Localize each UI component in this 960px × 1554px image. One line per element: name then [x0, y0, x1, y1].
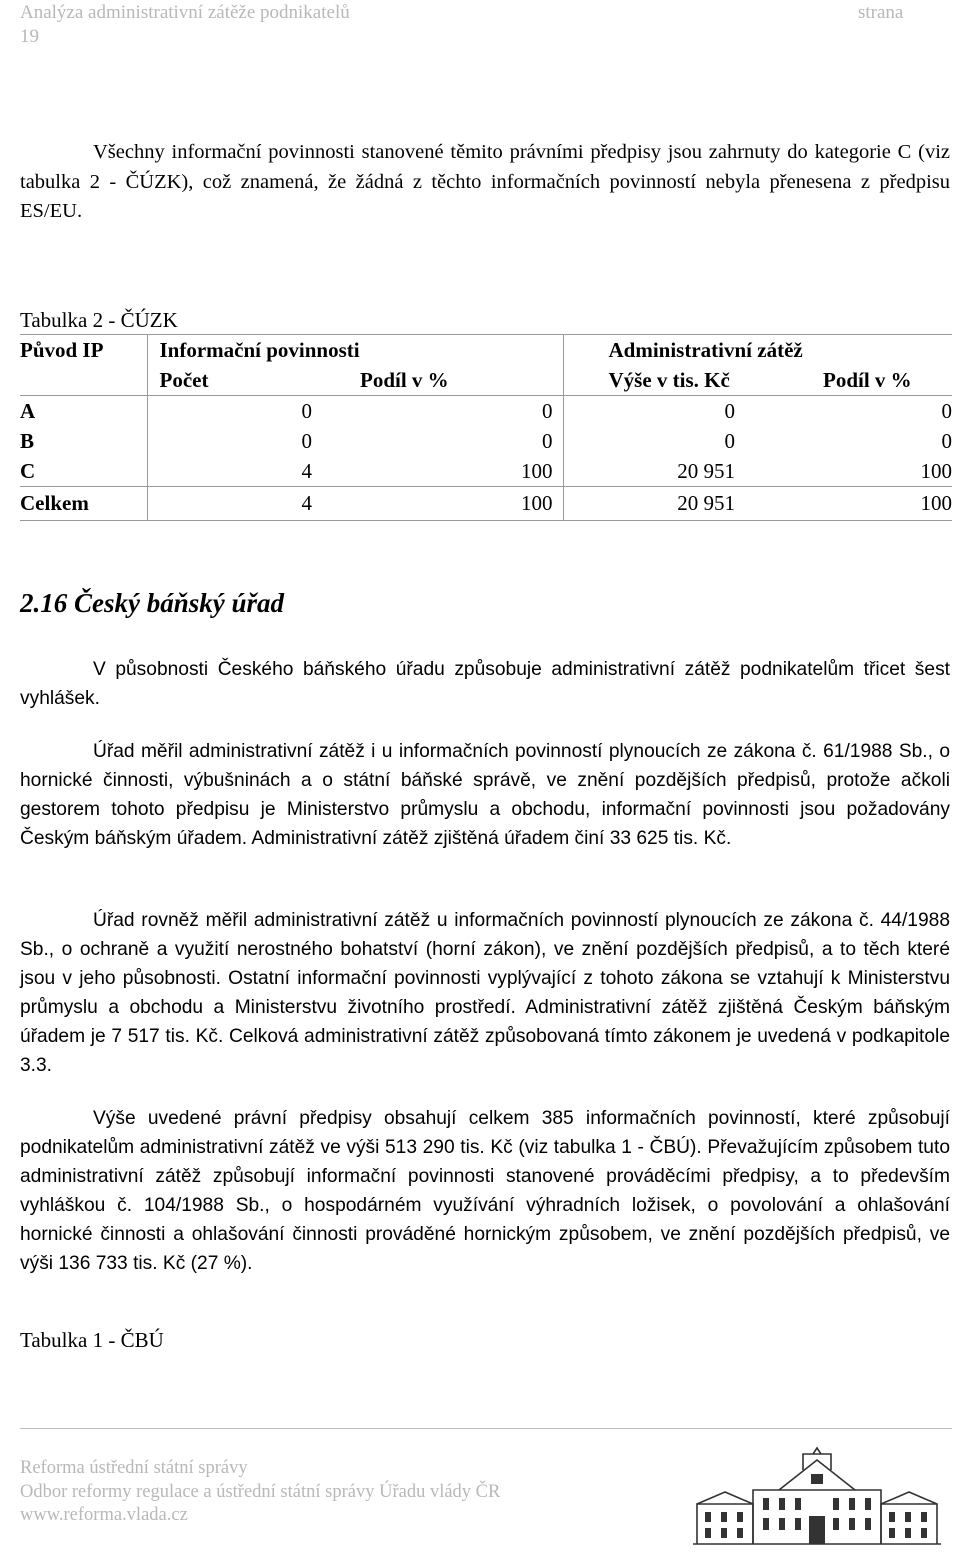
table-row: A 0 0 0 0 — [20, 396, 952, 427]
cuzk-table — [20, 334, 952, 521]
intro-paragraph: Všechny informační povinnosti stanovené těmito právními předpisy jsou zahrnuty do kategorie C (viz tabulka 2 - ČÚZK), což znamená, že žádná z těchto informačních povinností nebyla přenesena z předpisu ES/EU. — [20, 141, 950, 222]
table2-caption: Tabulka 1 - ČBÚ — [20, 1328, 164, 1352]
table-total-row: Celkem 4 100 20 951 100 — [20, 487, 952, 521]
sub-count: Počet — [147, 365, 322, 396]
sub-share2: Podíl v % — [823, 367, 912, 392]
footer-line-1: Reforma ústřední státní správy — [20, 1458, 248, 1478]
footer-divider — [20, 1428, 952, 1429]
table-row: B 0 0 0 0 — [20, 426, 952, 456]
government-building-logo-icon — [683, 1446, 951, 1550]
sub-amount: Výše v tis. Kč — [563, 365, 743, 396]
group-info: Informační povinnosti — [147, 335, 563, 366]
table-caption: Tabulka 2 - ČÚZK — [20, 308, 178, 332]
paragraph-4: Výše uvedené právní předpisy obsahují celkem 385 informačních povinností, které způsobují podnikatelům administrativní zátěž ve výši 513 290 tis. Kč (viz tabulka 1 - ČBÚ). Převažujícím způsobem tuto administrativní zátěž způsobují informační povinnosti stanovené prováděcími předpisy, a to především vyhláškou č. 104/1988 Sb., o hospodárném využívání výhradních ložisek, o povolování a ohlašování hornické činnosti a ohlašování činnosti prováděné hornickým způsobem, ve znění pozdějších předpisů, ve výši 136 733 tis. Kč (27 %). — [20, 1108, 950, 1274]
footer-line-3: www.reforma.vlada.cz — [20, 1505, 188, 1525]
header-page-label: strana — [858, 2, 904, 23]
sub-share1: Podíl v % — [360, 367, 449, 392]
footer-line-2: Odbor reformy regulace a ústřední státní správy Úřadu vlády ČR — [20, 1482, 501, 1502]
header-title: Analýza administrativní zátěže podnikatelů — [20, 2, 350, 23]
header-page-number: 19 — [20, 26, 39, 47]
group-admin: Administrativní zátěž — [563, 335, 952, 366]
paragraph-1: V působnosti Českého báňského úřadu způsobuje administrativní zátěž podnikatelům třicet šest vyhlášek. — [20, 659, 950, 709]
paragraph-2: Úřad měřil administrativní zátěž i u informačních povinností plynoucích ze zákona č. 61/1988 Sb., o hornické činnosti, výbušninách a o státní báňské správě, ve znění pozdějších předpisů, protože ačkoli gestorem tohoto předpisu je Ministerstvo průmyslu a obchodu, informační povinnosti jsou požadovány Českým báňským úřadem. Administrativní zátěž zjištěná úřadem činí 33 625 tis. Kč. — [20, 741, 950, 849]
table-row: C 4 100 20 951 100 — [20, 456, 952, 487]
section-heading: 2.16 Český báňský úřad — [20, 588, 285, 618]
paragraph-3: Úřad rovněž měřil administrativní zátěž u informačních povinností plynoucích ze zákona č. 44/1988 Sb., o ochraně a využití nerostného bohatství (horní zákon), ve znění pozdějších předpisů, a to těch které jsou v jeho působnosti. Ostatní informační povinnosti vyplývající z tohoto zákona se vztahují k Ministerstvu průmyslu a obchodu a Ministerstvu životního prostředí. Administrativní zátěž zjištěná Českým báňským úřadem je 7 517 tis. Kč. Celková administrativní zátěž způsobovaná tímto zákonem je uvedená v podkapitole 3.3. — [20, 910, 950, 1076]
col-origin: Původ IP — [20, 337, 104, 362]
